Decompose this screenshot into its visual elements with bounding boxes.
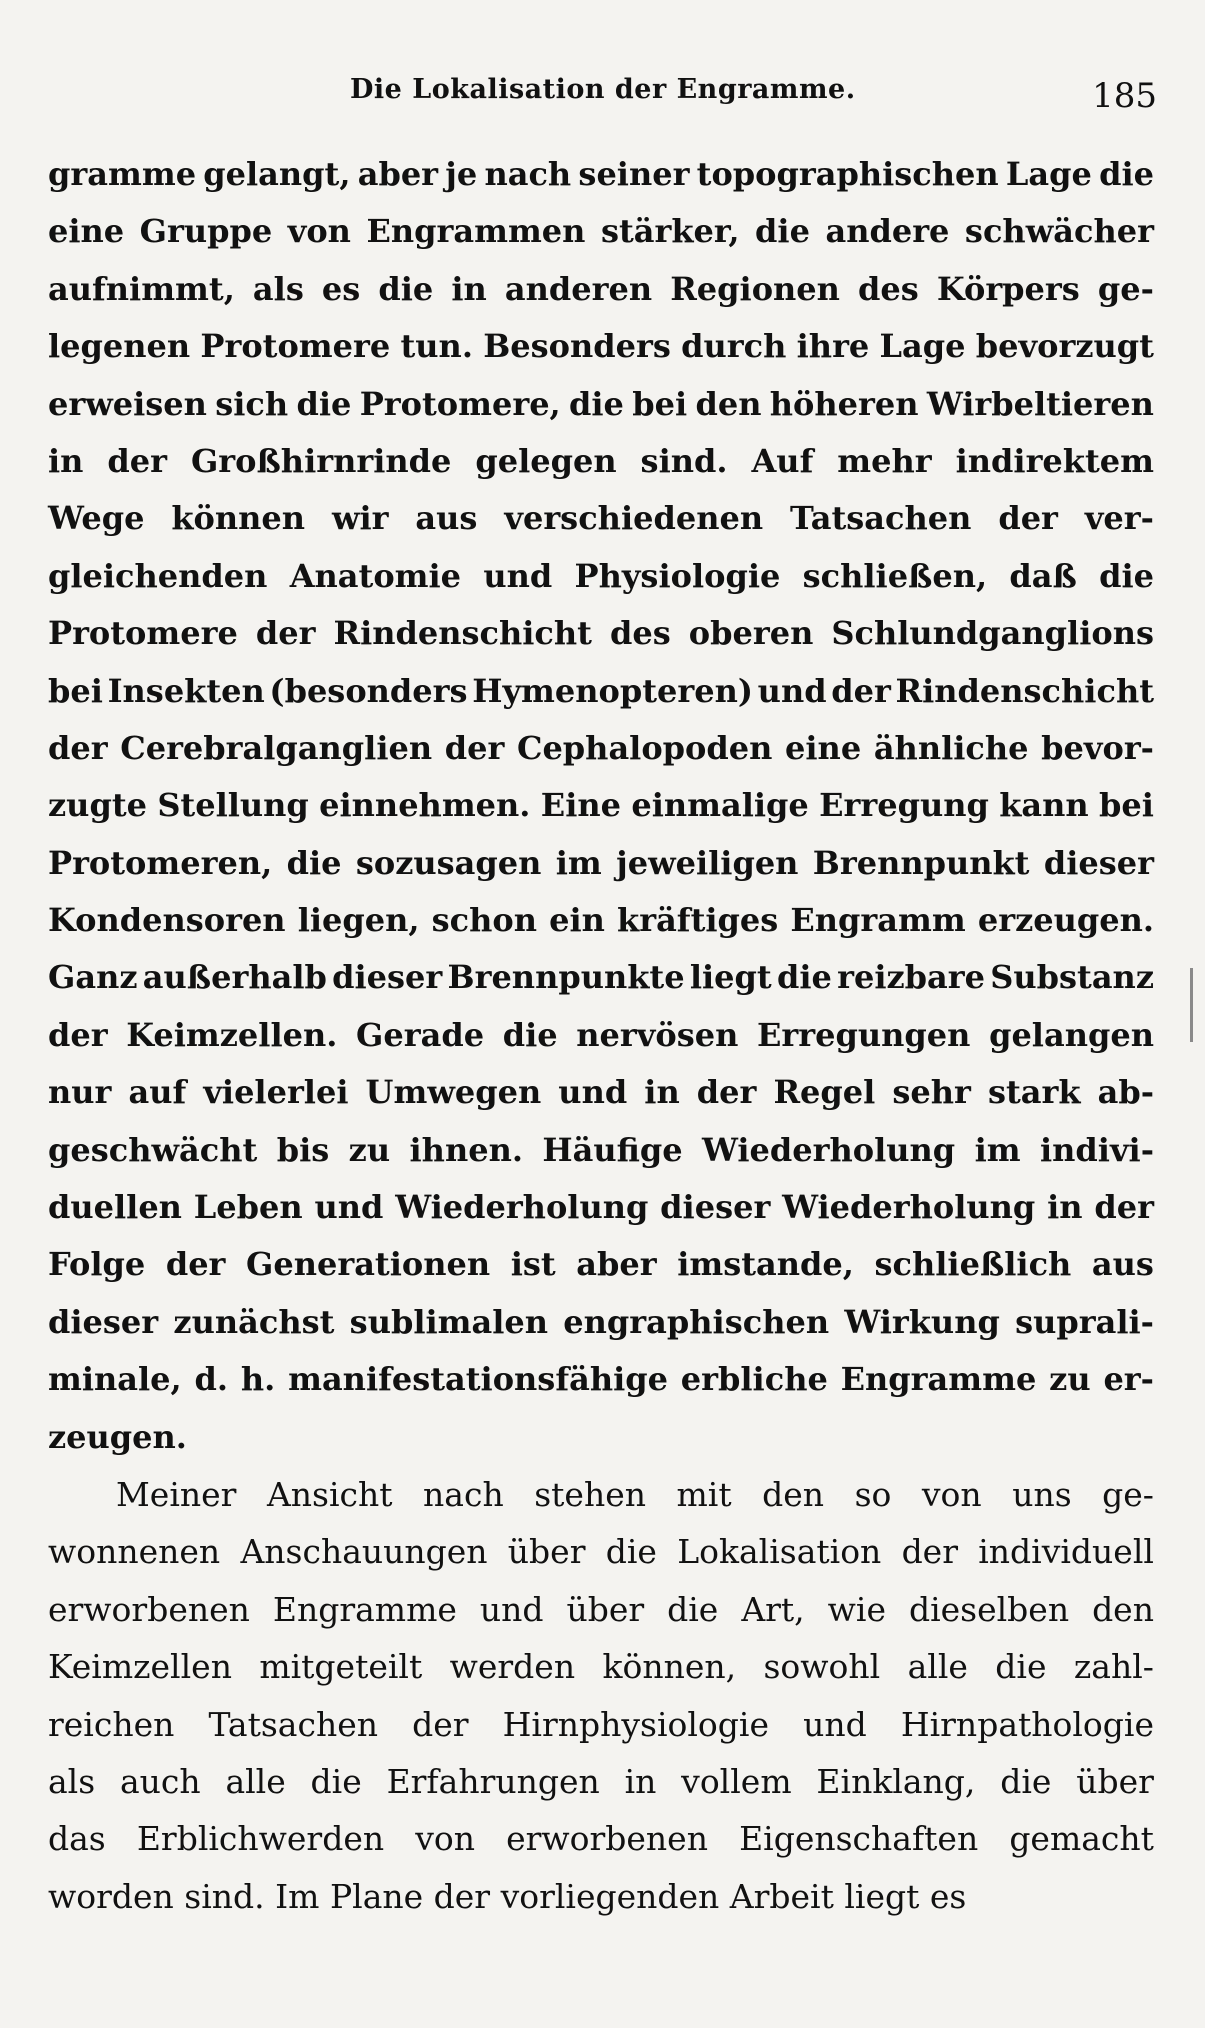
text-line: eine Gruppe von Engrammen stärker, die andere schwächer	[48, 212, 1154, 251]
text-line: das Erblichwerden von erworbenen Eigenschaften gemacht	[48, 1819, 1154, 1859]
text-line: als auch alle die Erfahrungen in vollem Einklang, die über	[48, 1761, 1154, 1801]
text-line: zugte Stellung einnehmen. Eine einmalige Erregung kann bei	[48, 786, 1154, 825]
text-line: wonnenen Anschauungen über die Lokalisation der individuell	[48, 1532, 1154, 1572]
text-line: dieser zunächst sublimalen engraphischen Wirkung suprali-	[48, 1302, 1154, 1341]
margin-mark	[1190, 968, 1193, 1042]
paragraph	[48, 1466, 1154, 1925]
running-title: Die Lokalisation der Engramme.	[350, 74, 856, 105]
text-line: erweisen sich die Protomere, die bei den höheren Wirbeltieren	[48, 384, 1154, 423]
page-number: 185	[1092, 76, 1157, 116]
text-line: nur auf vielerlei Umwegen und in der Regel sehr stark ab-	[48, 1073, 1154, 1112]
text-line: der Cerebralganglien der Cephalopoden eine ähnliche bevor-	[48, 728, 1154, 767]
text-line: zeugen.	[48, 1417, 187, 1456]
text-line: minale, d. h. manifestationsfähige erbliche Engramme zu er-	[48, 1360, 1154, 1399]
text-line: geschwächt bis zu ihnen. Häufige Wiederholung im indivi-	[48, 1130, 1154, 1169]
text-line: Ganz außerhalb dieser Brennpunkte liegt die reizbare Substanz	[48, 958, 1154, 997]
text-line: Protomere der Rindenschicht des oberen Schlundganglions	[48, 614, 1154, 653]
text-line: aufnimmt, als es die in anderen Regionen des Körpers ge-	[48, 269, 1154, 308]
text-line: erworbenen Engramme und über die Art, wie dieselben den	[48, 1589, 1154, 1629]
text-line: bei Insekten (besonders Hymenopteren) und der Rindenschicht	[48, 671, 1154, 710]
text-line: reichen Tatsachen der Hirnphysiologie und Hirnpathologie	[48, 1704, 1154, 1744]
text-line: Protomeren, die sozusagen im jeweiligen Brennpunkt dieser	[48, 843, 1154, 882]
text-line: Meiner Ansicht nach stehen mit den so von uns ge-	[116, 1474, 1154, 1514]
text-line: Kondensoren liegen, schon ein kräftiges Engramm erzeugen.	[48, 901, 1154, 940]
text-line: gramme gelangt, aber je nach seiner topographischen Lage die	[48, 155, 1154, 193]
text-line: legenen Protomere tun. Besonders durch ihre Lage bevorzugt	[48, 327, 1154, 366]
text-line: Keimzellen mitgeteilt werden können, sowohl alle die zahl-	[48, 1647, 1154, 1687]
text-line: worden sind. Im Plane der vorliegenden Arbeit liegt es	[48, 1876, 967, 1916]
text-line: Wege können wir aus verschiedenen Tatsachen der ver-	[48, 499, 1154, 538]
body-text	[48, 146, 1154, 1925]
text-line: Folge der Generationen ist aber imstande, schließlich aus	[48, 1245, 1154, 1284]
text-line: der Keimzellen. Gerade die nervösen Erregungen gelangen	[48, 1015, 1154, 1054]
text-line: duellen Leben und Wiederholung dieser Wiederholung in der	[48, 1188, 1154, 1227]
text-line: in der Großhirnrinde gelegen sind. Auf mehr indirektem	[48, 441, 1154, 480]
text-line: gleichenden Anatomie und Physiologie schließen, daß die	[48, 556, 1154, 595]
paragraph	[48, 146, 1154, 1466]
